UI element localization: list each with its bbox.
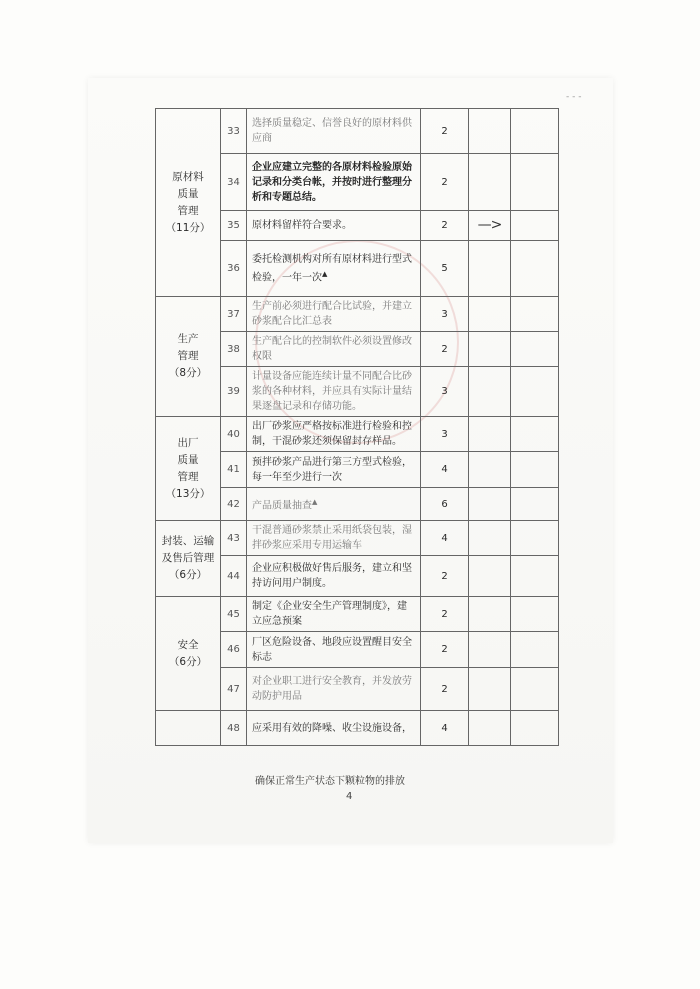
assessment-cell: [469, 711, 511, 746]
assessment-cell: [469, 297, 511, 332]
corner-mark: - - -: [566, 92, 582, 102]
item-number: 38: [221, 332, 247, 367]
item-number: 43: [221, 521, 247, 556]
handwritten-arrow-mark: —>: [477, 216, 502, 233]
category-cell: 生产 管理 （8分）: [156, 297, 221, 417]
assessment-cell: [469, 488, 511, 521]
assessment-cell: [469, 332, 511, 367]
assessment-cell: [469, 154, 511, 211]
item-text: 产品质量抽查: [252, 500, 312, 512]
table-row: [156, 711, 559, 746]
triangle-mark-icon: ▲: [322, 269, 328, 278]
category-cell: 原材料 质量 管理 （11分）: [156, 109, 221, 297]
item-text: 对企业职工进行安全教育，并发放劳动防护用品: [252, 676, 412, 702]
item-text: 选择质量稳定、信誉良好的原材料供应商: [252, 118, 412, 144]
score-cell: 4: [421, 452, 469, 488]
item-text: 原材料留样符合要求。: [252, 220, 352, 231]
item-text: 出厂砂浆应严格按标准进行检验和控制，干混砂浆还须保留封存样品。: [252, 421, 412, 447]
remarks-cell: [511, 521, 559, 556]
assessment-cell: [469, 597, 511, 632]
assessment-cell: [469, 632, 511, 668]
assessment-cell: [469, 556, 511, 597]
remarks-cell: [511, 556, 559, 597]
item-description: [247, 632, 421, 668]
item-description: [247, 367, 421, 417]
item-description: [247, 452, 421, 488]
item-number: 39: [221, 367, 247, 417]
item-text: 委托检测机构对所有原材料进行型式检验，一年一次: [252, 253, 412, 284]
item-number: 33: [221, 109, 247, 154]
assessment-cell: [469, 241, 511, 297]
item-text: 应采用有效的降噪、收尘设施设备，: [252, 722, 412, 734]
item-text: 企业应积极做好售后服务，建立和坚持访问用户制度。: [252, 563, 412, 589]
item-number: 48: [221, 711, 247, 746]
assessment-cell: [469, 109, 511, 154]
remarks-cell: [511, 417, 559, 452]
item-text: 预拌砂浆产品进行第三方型式检验，每一年至少进行一次: [252, 456, 412, 483]
score-cell: 6: [421, 488, 469, 521]
item-description: [247, 521, 421, 556]
item-number: 41: [221, 452, 247, 488]
table-row: [156, 521, 559, 556]
item-text: 厂区危险设备、地段应设置醒目安全标志: [252, 636, 412, 663]
score-cell: 3: [421, 367, 469, 417]
item-number: 40: [221, 417, 247, 452]
item-number: 37: [221, 297, 247, 332]
remarks-cell: [511, 367, 559, 417]
scoring-table: [155, 108, 559, 746]
item-text: 生产配合比的控制软件必须设置修改权限: [252, 336, 412, 362]
score-cell: 2: [421, 154, 469, 211]
score-cell: 3: [421, 417, 469, 452]
score-cell: 2: [421, 211, 469, 241]
remarks-cell: [511, 711, 559, 746]
category-cell: 出厂 质量 管理 （13分）: [156, 417, 221, 521]
item-description: [247, 556, 421, 597]
score-cell: 2: [421, 332, 469, 367]
remarks-cell: [511, 241, 559, 297]
remarks-cell: [511, 452, 559, 488]
table-row: [156, 597, 559, 632]
item-description: [247, 488, 421, 521]
item-number: 44: [221, 556, 247, 597]
item-description: [247, 154, 421, 211]
score-cell: 3: [421, 297, 469, 332]
category-cell: 安全 （6分）: [156, 597, 221, 711]
assessment-cell: [469, 367, 511, 417]
item-text: 制定《企业安全生产管理制度》，建立应急预案: [252, 601, 407, 627]
category-cell: [156, 711, 221, 746]
remarks-cell: [511, 488, 559, 521]
score-cell: 2: [421, 668, 469, 711]
score-cell: 4: [421, 521, 469, 556]
remarks-cell: [511, 668, 559, 711]
assessment-cell: [469, 417, 511, 452]
assessment-cell: [469, 211, 511, 241]
item-description: [247, 297, 421, 332]
assessment-cell: [469, 668, 511, 711]
score-cell: 5: [421, 241, 469, 297]
item-description: [247, 211, 421, 241]
table-row: [156, 297, 559, 332]
item-number: 46: [221, 632, 247, 668]
table-row: [156, 109, 559, 154]
remarks-cell: [511, 297, 559, 332]
item-number: 47: [221, 668, 247, 711]
score-cell: 4: [421, 711, 469, 746]
item-description: [247, 711, 421, 746]
score-cell: 2: [421, 109, 469, 154]
item-description: [247, 668, 421, 711]
page-number: 4: [346, 791, 353, 802]
continued-row-text: 确保正常生产状态下颗粒物的排放: [255, 776, 405, 787]
item-description: [247, 109, 421, 154]
table-row: [156, 417, 559, 452]
item-text: 企业应建立完整的各原材料检验原始记录和分类台帐，并按时进行整理分析和专题总结。: [252, 161, 412, 203]
assessment-cell: [469, 521, 511, 556]
triangle-mark-icon: ▲: [312, 497, 318, 506]
item-description: [247, 597, 421, 632]
item-description: [247, 332, 421, 367]
item-number: 42: [221, 488, 247, 521]
remarks-cell: [511, 154, 559, 211]
remarks-cell: [511, 211, 559, 241]
item-number: 35: [221, 211, 247, 241]
assessment-cell: [469, 452, 511, 488]
score-cell: 2: [421, 632, 469, 668]
score-cell: 2: [421, 556, 469, 597]
remarks-cell: [511, 109, 559, 154]
item-number: 34: [221, 154, 247, 211]
item-number: 36: [221, 241, 247, 297]
item-text: 计量设备应能连续计量不同配合比砂浆的各种材料，并应具有实际计量结果逐盘记录和存储功能。: [252, 371, 412, 412]
category-cell: 封装、运输 及售后管理 （6分）: [156, 521, 221, 597]
remarks-cell: [511, 632, 559, 668]
score-cell: 2: [421, 597, 469, 632]
item-number: 45: [221, 597, 247, 632]
item-description: [247, 417, 421, 452]
remarks-cell: [511, 332, 559, 367]
remarks-cell: [511, 597, 559, 632]
item-description: [247, 241, 421, 297]
item-text: 干混普通砂浆禁止采用纸袋包装，湿拌砂浆应采用专用运输车: [252, 525, 412, 551]
item-text: 生产前必须进行配合比试验，并建立砂浆配合比汇总表: [252, 301, 412, 327]
